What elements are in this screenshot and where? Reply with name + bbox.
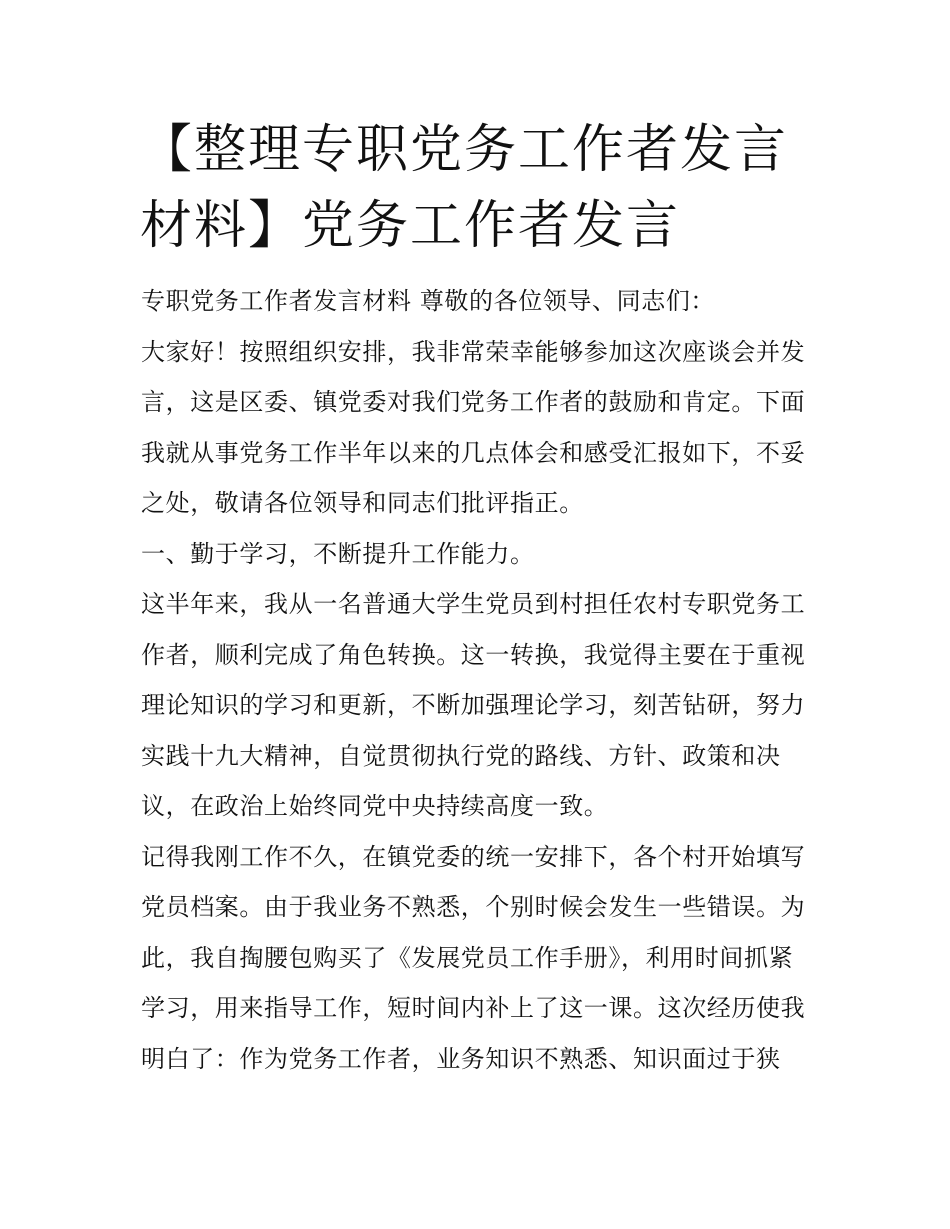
document-body	[141, 276, 813, 1084]
paragraph-salutation: 专职党务工作者发言材料 尊敬的各位领导、同志们：	[141, 287, 716, 315]
paragraph-role-transition: 这半年来，我从一名普通大学生党员到村担任农村专职党务工作者，顺利完成了角色转换。这一转换，我觉得主要在于重视理论知识的学习和更新，不断加强理论学习，刻苦钻研，努力实践十九大精神，自觉贯彻执行党的路线、方针、政策和决议，在政治上始终同党中央持续高度一致。	[141, 590, 806, 820]
paragraph-greeting: 大家好！按照组织安排，我非常荣幸能够参加这次座谈会并发言，这是区委、镇党委对我们党务工作者的鼓励和肯定。下面我就从事党务工作半年以来的几点体会和感受汇报如下，不妥之处，敬请各位领导和同志们批评指正。	[141, 337, 806, 517]
document-title: 【整理专职党务工作者发言材料】党务工作者发言	[140, 120, 789, 256]
paragraph-experience: 记得我刚工作不久，在镇党委的统一安排下，各个村开始填写党员档案。由于我业务不熟悉，个别时候会发生一些错误。为此，我自掏腰包购买了《发展党员工作手册》，利用时间抓紧学习，用来指导工作，短时间内补上了这一课。这次经历使我明白了：作为党务工作者，业务知识不熟悉、知识面过于狭	[141, 842, 806, 1073]
section-heading-1: 一、勤于学习，不断提升工作能力。	[141, 539, 535, 568]
